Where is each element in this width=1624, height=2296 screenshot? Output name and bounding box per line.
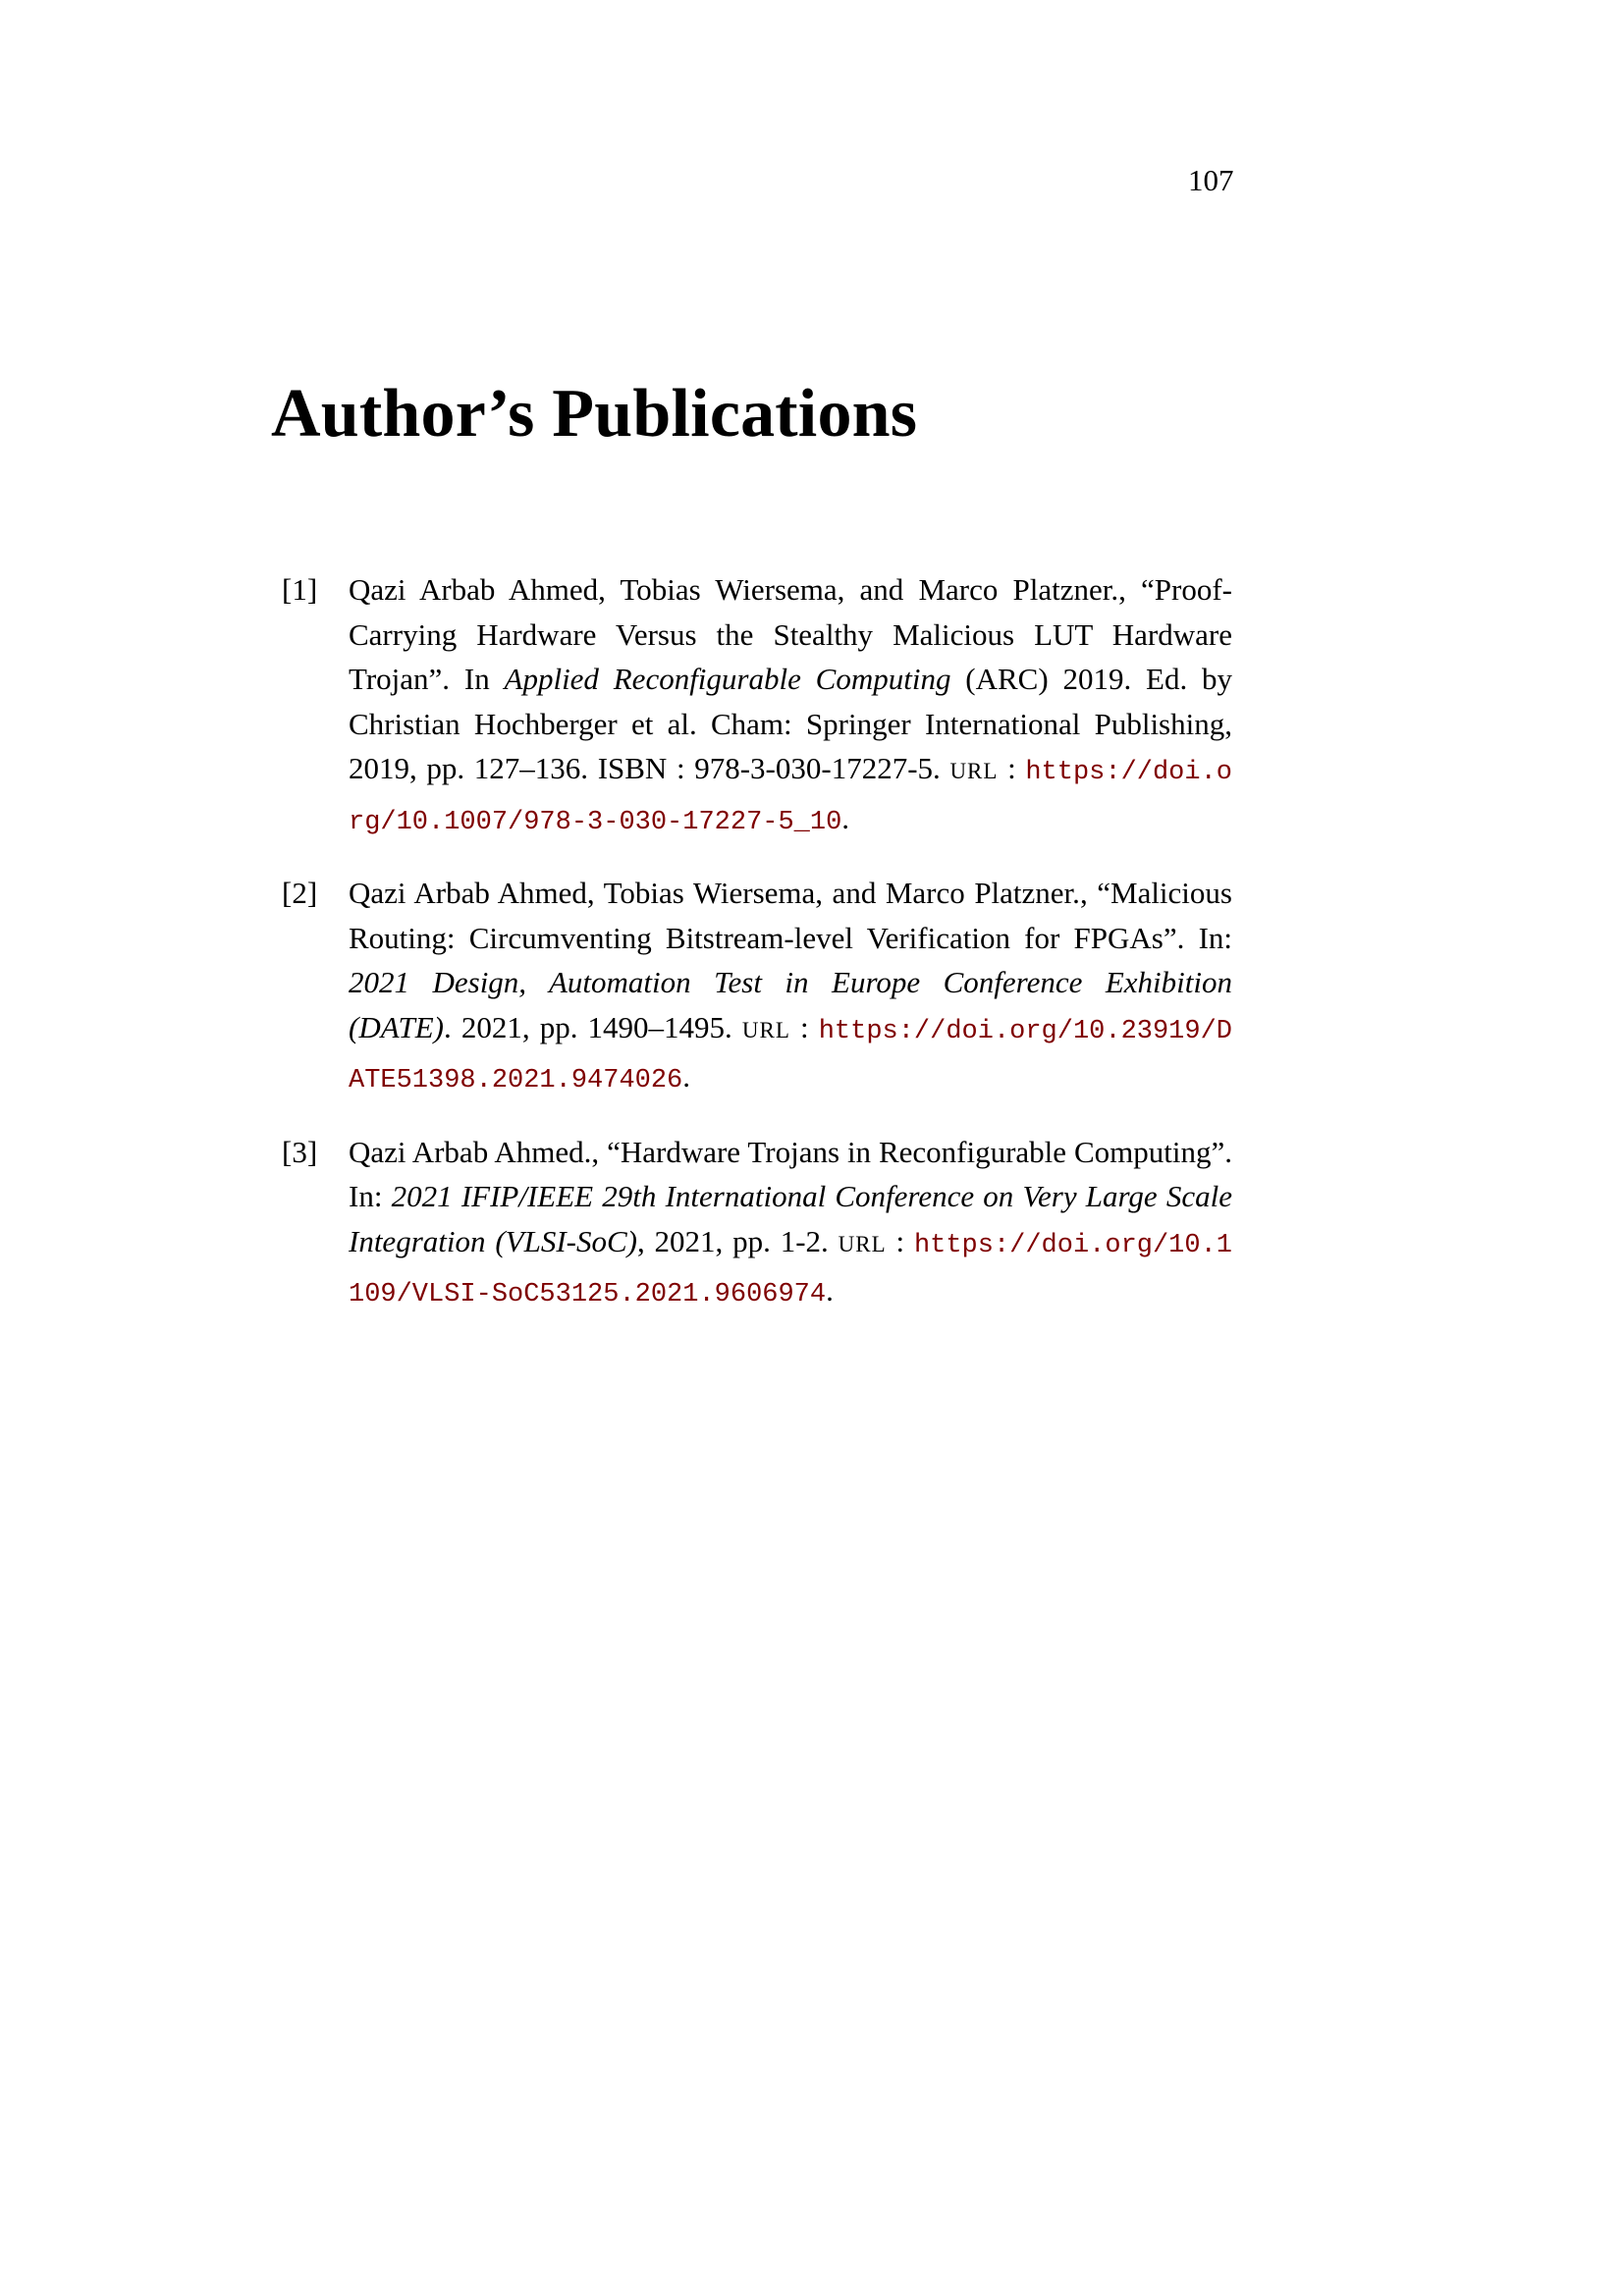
reference-label: [2] bbox=[282, 876, 318, 910]
reference-venue: 2021 Design, Automation Test in Europe Conference Exhibition (DATE) bbox=[349, 965, 1232, 1044]
page-number: 107 bbox=[1188, 163, 1234, 197]
url-label: URL bbox=[949, 759, 999, 783]
reference-title: Hardware Trojans in Reconfigurable Computing bbox=[620, 1134, 1212, 1169]
doi-link[interactable]: https://doi.org/10.1109/VLSI-SoC53125.2021.9606974 bbox=[349, 1230, 1232, 1309]
publication-item-1 bbox=[282, 567, 1232, 845]
reference-label: [3] bbox=[282, 1134, 318, 1169]
doi-link[interactable]: https://doi.org/10.1007/978-3-030-17227-5_10 bbox=[349, 758, 1232, 837]
url-label: URL bbox=[741, 1017, 790, 1042]
reference-label: [1] bbox=[282, 572, 318, 607]
publication-list bbox=[282, 567, 1232, 1344]
publication-item-2 bbox=[282, 871, 1232, 1104]
reference-title: Malicious Routing: Circumventing Bitstream-level Verification for FPGAs bbox=[349, 876, 1232, 955]
reference-in: In: bbox=[1198, 920, 1232, 955]
reference-authors: Qazi Arbab Ahmed, Tobias Wiersema, and Marco Platzner. bbox=[349, 572, 1119, 607]
doi-link[interactable]: https://doi.org/10.23919/DATE51398.2021.9474026 bbox=[349, 1016, 1232, 1095]
reference-details: (ARC) 2019. Ed. by Christian Hochberger et al. Cham: Springer International Publishing, 2019, pp. 127–136. ISBN : 978-3-030-17227-5. bbox=[349, 662, 1233, 785]
reference-authors: Qazi Arbab Ahmed. bbox=[349, 1134, 592, 1169]
reference-in: In: bbox=[349, 1179, 383, 1213]
reference-details: , 2021, pp. 1-2. bbox=[636, 1223, 829, 1258]
reference-text: Qazi Arbab Ahmed, Tobias Wiersema, and Marco Platzner., “Proof-Carrying Hardware Versus the Stealthy Malicious LUT Hardware Trojan”. In Applied Reconfigurable Computing (ARC) 2019. Ed. by Christian Hochberger et al. Cham: Springer International Publishing, 2019, pp. 127–136. ISBN : 978-3-030-17227-5. URL : https://doi.org/10.1007/978-3-030-17227-5_10. bbox=[349, 572, 1233, 837]
reference-venue: Applied Reconfigurable Computing bbox=[504, 662, 951, 696]
reference-text: Qazi Arbab Ahmed, Tobias Wiersema, and Marco Platzner., “Malicious Routing: Circumventing Bitstream-level Verification for FPGAs”. In: 2021 Design, Automation Test in Europe Conference Exhibition (DATE). 2021, pp. 1490–1495. URL : https://doi.org/10.23919/DATE51398.2021.9474026. bbox=[349, 876, 1232, 1095]
reference-text: Qazi Arbab Ahmed., “Hardware Trojans in Reconfigurable Computing”. In: 2021 IFIP/IEEE 29th International Conference on Very Large Scale Integration (VLSI-SoC), 2021, pp. 1-2. URL : https://doi.org/10.1109/VLSI-SoC53125.2021.9606974. bbox=[349, 1134, 1233, 1309]
url-label: URL bbox=[838, 1231, 887, 1256]
reference-details: . 2021, pp. 1490–1495. bbox=[444, 1009, 732, 1044]
reference-authors: Qazi Arbab Ahmed, Tobias Wiersema, and Marco Platzner. bbox=[349, 876, 1080, 910]
reference-title: Proof-Carrying Hardware Versus the Stealthy Malicious LUT Hardware Trojan bbox=[349, 572, 1232, 696]
reference-in: In bbox=[463, 662, 490, 696]
chapter-title: Author’s Publications bbox=[271, 376, 918, 452]
publication-item-3 bbox=[282, 1130, 1232, 1318]
reference-venue: 2021 IFIP/IEEE 29th International Conference on Very Large Scale Integration (VLSI-SoC) bbox=[349, 1179, 1233, 1258]
